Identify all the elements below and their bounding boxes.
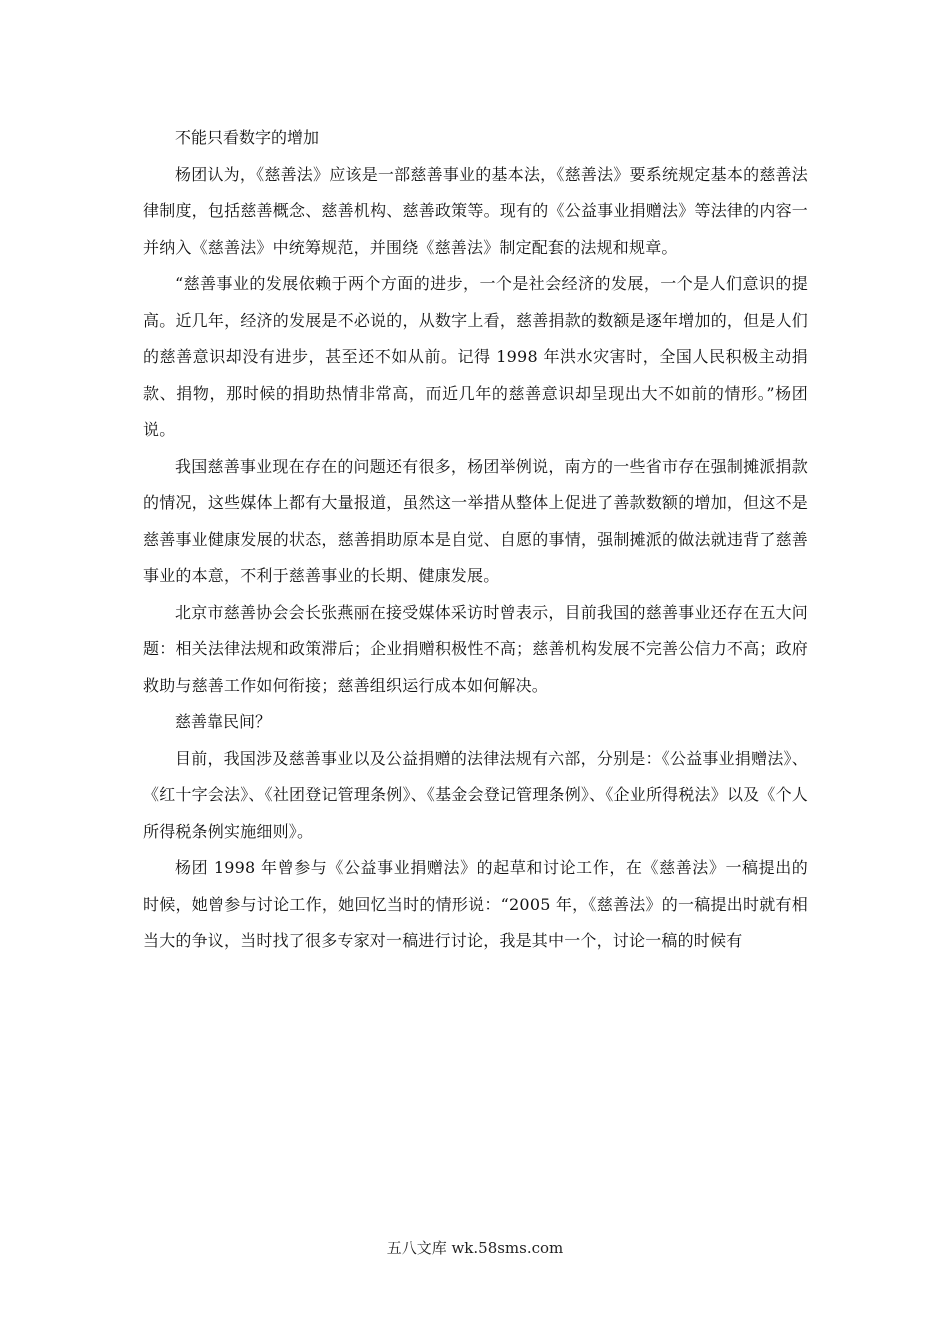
- paragraph: 我国慈善事业现在存在的问题还有很多，杨团举例说，南方的一些省市存在强制摊派捐款的情况，这些媒体上都有大量报道，虽然这一举措从整体上促进了善款数额的增加，但这不是慈善事业健康发展的状态，慈善捐助原本是自觉、自愿的事情，强制摊派的做法就违背了慈善事业的本意，不利于慈善事业的长期、健康发展。: [143, 456, 808, 585]
- paragraph: 杨团认为，《慈善法》应该是一部慈善事业的基本法，《慈善法》要系统规定基本的慈善法律制度，包括慈善概念、慈善机构、慈善政策等。现有的《公益事业捐赠法》等法律的内容一并纳入《慈善法》中统筹规范，并围绕《慈善法》制定配套的法规和规章。: [143, 164, 808, 257]
- paragraph: 目前，我国涉及慈善事业以及公益捐赠的法律法规有六部，分别是：《公益事业捐赠法》、《红十字会法》、《社团登记管理条例》、《基金会登记管理条例》、《企业所得税法》以及《个人所得税条例实施细则》。: [143, 748, 808, 841]
- section-heading: 慈善靠民间？: [175, 712, 272, 731]
- paragraph: 北京市慈善协会会长张燕丽在接受媒体采访时曾表示，目前我国的慈善事业还存在五大问题：相关法律法规和政策滞后；企业捐赠积极性不高；慈善机构发展不完善公信力不高；政府救助与慈善工作如何衔接；慈善组织运行成本如何解决。: [143, 602, 808, 695]
- page-footer: 五八文库 wk.58sms.com: [386, 1239, 564, 1257]
- section-heading: 不能只看数字的增加: [175, 128, 320, 147]
- paragraph: “慈善事业的发展依赖于两个方面的进步，一个是社会经济的发展，一个是人们意识的提高。近几年，经济的发展是不必说的，从数字上看，慈善捐款的数额是逐年增加的，但是人们的慈善意识却没有进步，甚至还不如从前。记得 1998 年洪水灾害时，全国人民积极主动捐款、捐物，那时候的捐助热情非常高，而近几年的慈善意识却呈现出大不如前的情形。”杨团说。: [143, 274, 808, 439]
- article-body: [143, 120, 808, 960]
- paragraph: 杨团 1998 年曾参与《公益事业捐赠法》的起草和讨论工作，在《慈善法》一稿提出的时候，她曾参与讨论工作，她回忆当时的情形说：“2005 年，《慈善法》的一稿提出时就有相当大的争议，当时找了很多专家对一稿进行讨论，我是其中一个，讨论一稿的时候有: [143, 858, 808, 950]
